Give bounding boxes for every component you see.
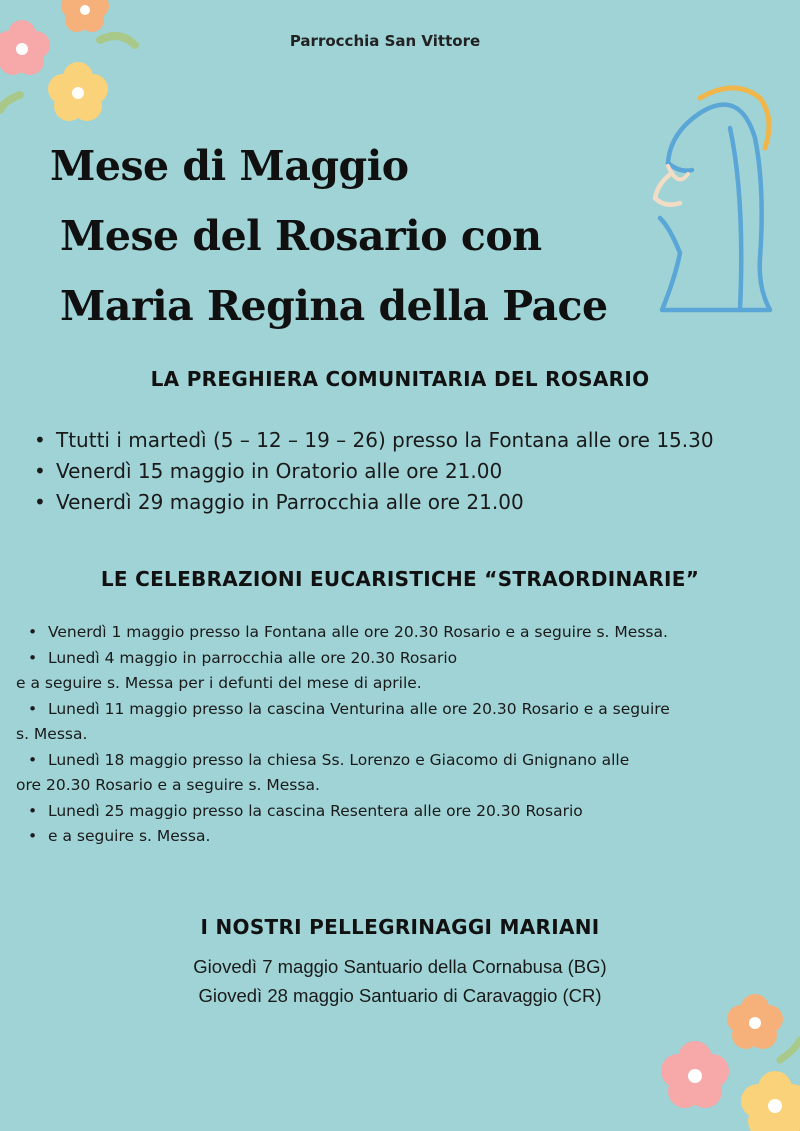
- flowers-top-left-icon: [0, 0, 150, 140]
- rosary-list: [32, 425, 714, 518]
- madonna-illustration-icon: [640, 78, 780, 318]
- list-item: • Venerdì 29 maggio in Parrocchia alle ore 21.00: [32, 487, 714, 518]
- list-item: • Lunedì 18 maggio presso la chiesa Ss. Lorenzo e Giacomo di Gnignano alle: [24, 748, 670, 774]
- parish-name: Parrocchia San Vittore: [289, 32, 481, 50]
- rosary-heading: LA PREGHIERA COMUNITARIA DEL ROSARIO: [150, 367, 650, 391]
- list-item: • Venerdì 1 maggio presso la Fontana alle ore 20.30 Rosario e a seguire s. Messa.: [24, 620, 670, 646]
- pilgrimage-item: Giovedì 7 maggio Santuario della Cornabusa (BG): [193, 956, 607, 977]
- pilgrimage-item: Giovedì 28 maggio Santuario di Caravaggio (CR): [198, 985, 602, 1006]
- celebrations-list: [16, 620, 670, 850]
- title-line-1: Mese di Maggio: [50, 142, 409, 190]
- title-line-2: Mese del Rosario con: [60, 212, 542, 260]
- list-item: • Venerdì 15 maggio in Oratorio alle ore 21.00: [32, 456, 714, 487]
- list-item-continuation: ore 20.30 Rosario e a seguire s. Messa.: [16, 776, 320, 794]
- list-item: • Lunedì 25 maggio presso la cascina Resentera alle ore 20.30 Rosario: [24, 799, 670, 825]
- title-line-3: Maria Regina della Pace: [60, 282, 608, 330]
- list-item-continuation: e a seguire s. Messa per i defunti del mese di aprile.: [16, 674, 422, 692]
- list-item: • e a seguire s. Messa.: [24, 824, 670, 850]
- list-item: • Lunedì 4 maggio in parrocchia alle ore 20.30 Rosario: [24, 646, 670, 672]
- list-item: • Lunedì 11 maggio presso la cascina Venturina alle ore 20.30 Rosario e a seguire: [24, 697, 670, 723]
- list-item-continuation: s. Messa.: [16, 725, 88, 743]
- celebrations-heading: LE CELEBRAZIONI EUCARISTICHE “STRAORDINARIE”: [100, 567, 700, 591]
- list-item: • Ttutti i martedì (5 – 12 – 19 – 26) presso la Fontana alle ore 15.30: [32, 425, 714, 456]
- pilgrimages-heading: I NOSTRI PELLEGRINAGGI MARIANI: [200, 915, 600, 939]
